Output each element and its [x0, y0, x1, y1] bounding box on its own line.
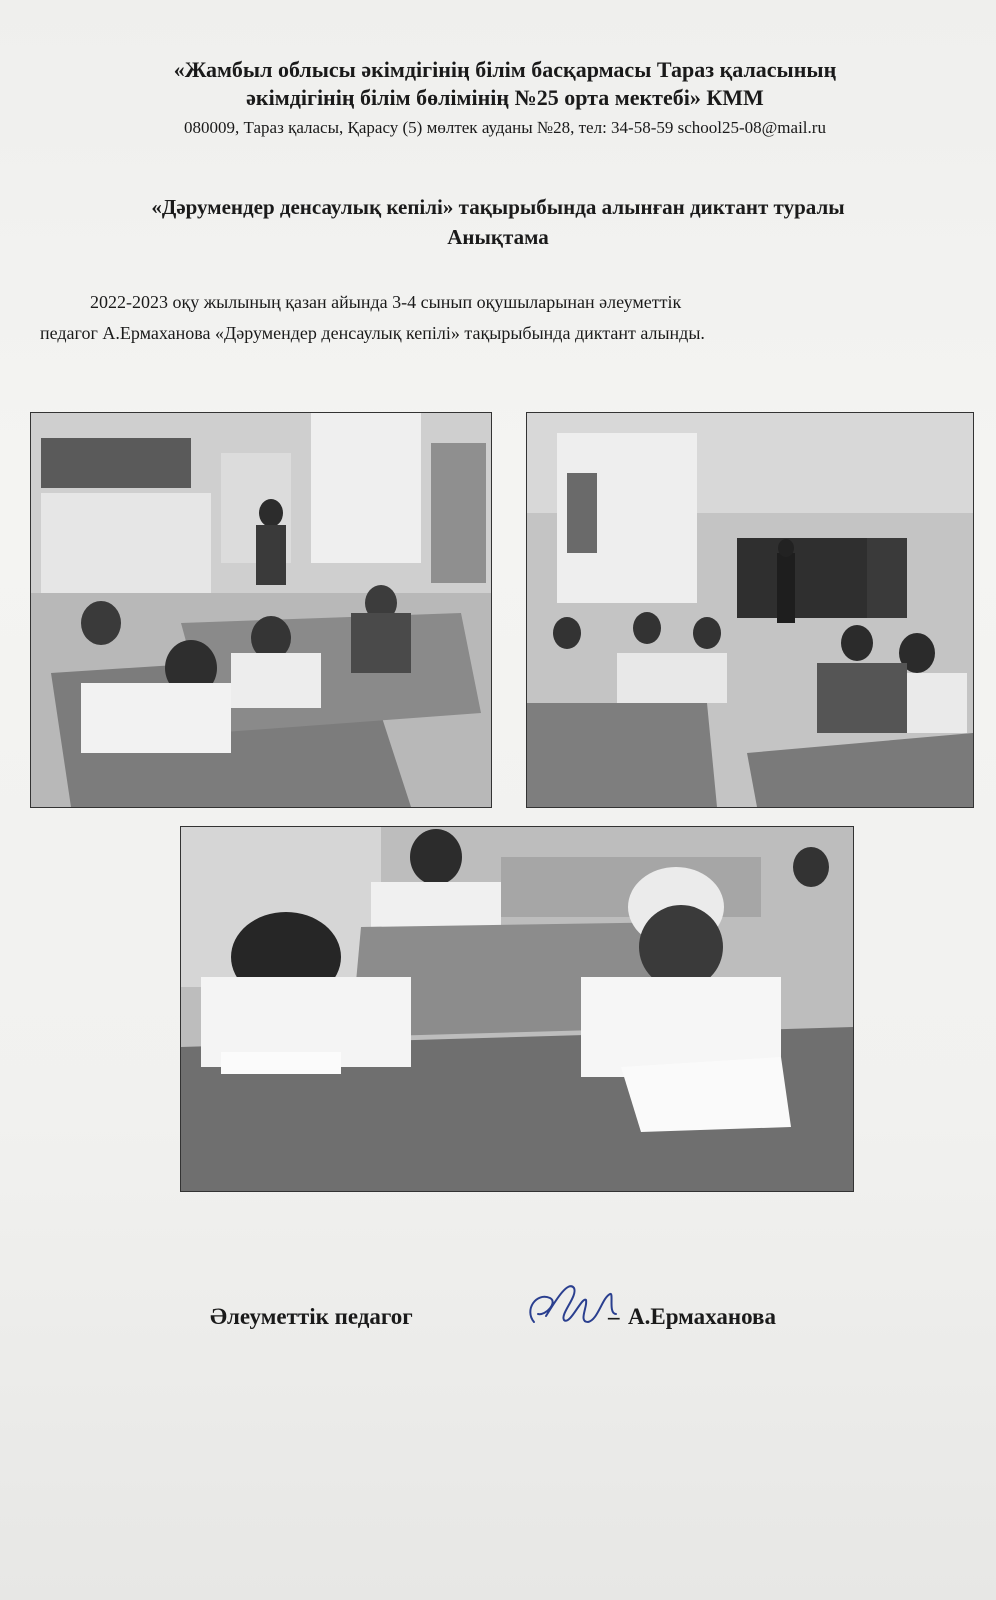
body-text-line-2: педагог А.Ермаханова «Дәрумендер денсаулық кепілі» тақырыбында диктант алынды.: [40, 323, 705, 343]
classroom-photo-2: [526, 412, 974, 808]
signature-dash: –: [608, 1304, 620, 1329]
organization-address: 080009, Тараз қаласы, Қарасу (5) мөлтек ауданы №28, тел: 34-58-59 school25-08@mail.ru: [184, 118, 826, 137]
organization-name-line-1: «Жамбыл облысы әкімдігінің білім басқармасы Тараз қаласының: [173, 57, 837, 82]
signature-name: А.Ермаханова: [628, 1304, 776, 1329]
classroom-photo-3-image: [181, 827, 853, 1191]
organization-name-line-2: әкімдігінің білім бөлімінің №25 орта мектебі» КММ: [246, 85, 764, 110]
document-title-line-1: «Дәрумендер денсаулық кепілі» тақырыбында алынған диктант туралы: [151, 195, 845, 219]
classroom-photo-1: [30, 412, 492, 808]
signature-role: Әлеуметтік педагог: [210, 1304, 413, 1329]
classroom-photo-2-image: [527, 413, 973, 807]
body-text-line-1: 2022-2023 оқу жылының қазан айында 3-4 сынып оқушыларынан әлеуметтік: [90, 292, 682, 312]
classroom-photo-1-image: [31, 413, 491, 807]
classroom-photo-3: [180, 826, 854, 1192]
document-title-line-2: Анықтама: [447, 225, 549, 249]
